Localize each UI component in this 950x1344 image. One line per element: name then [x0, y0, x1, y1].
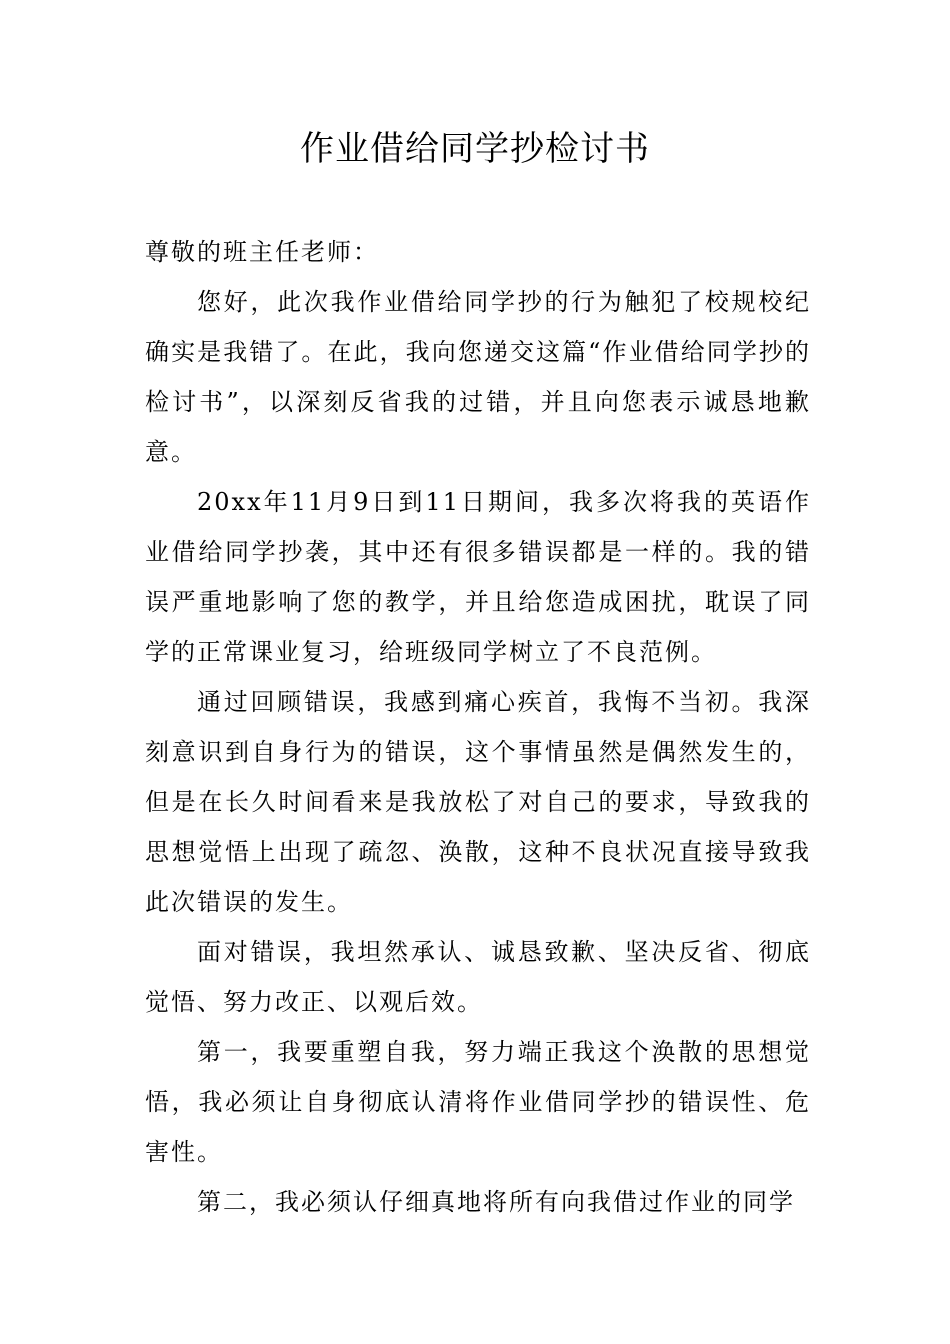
paragraph-first-point: 第一，我要重塑自我，努力端正我这个涣散的思想觉悟，我必须让自身彻底认清将作业借同学抄的错误性、危害性。	[145, 1038, 811, 1166]
salutation: 尊敬的班主任老师：	[145, 238, 379, 266]
paragraph-reflection: 通过回顾错误，我感到痛心疾首，我悔不当初。我深刻意识到自身行为的错误，这个事情虽然是偶然发生的，但是在长久时间看来是我放松了对自己的要求，导致我的思想觉悟上出现了疏忽、涣散，这种不良状况直接导致我此次错误的发生。	[145, 688, 811, 916]
paragraph-greeting: 您好，此次我作业借给同学抄的行为触犯了校规校纪确实是我错了。在此，我向您递交这篇“作业借给同学抄的检讨书”，以深刻反省我的过错，并且向您表示诚恳地歉意。	[145, 288, 811, 466]
paragraph-incident: 20xx年11月9日到11日期间，我多次将我的英语作业借给同学抄袭，其中还有很多错误都是一样的。我的错误严重地影响了您的教学，并且给您造成困扰，耽误了同学的正常课业复习，给班级同学树立了不良范例。	[145, 488, 811, 666]
paragraph-second-point: 第二，我必须认仔细真地将所有向我借过作业的同学	[197, 1188, 795, 1216]
paragraph-commitment: 面对错误，我坦然承认、诚恳致歉、坚决反省、彻底觉悟、努力改正、以观后效。	[145, 938, 811, 1016]
document-title: 作业借给同学抄检讨书	[300, 129, 650, 169]
document-body	[145, 227, 811, 1227]
